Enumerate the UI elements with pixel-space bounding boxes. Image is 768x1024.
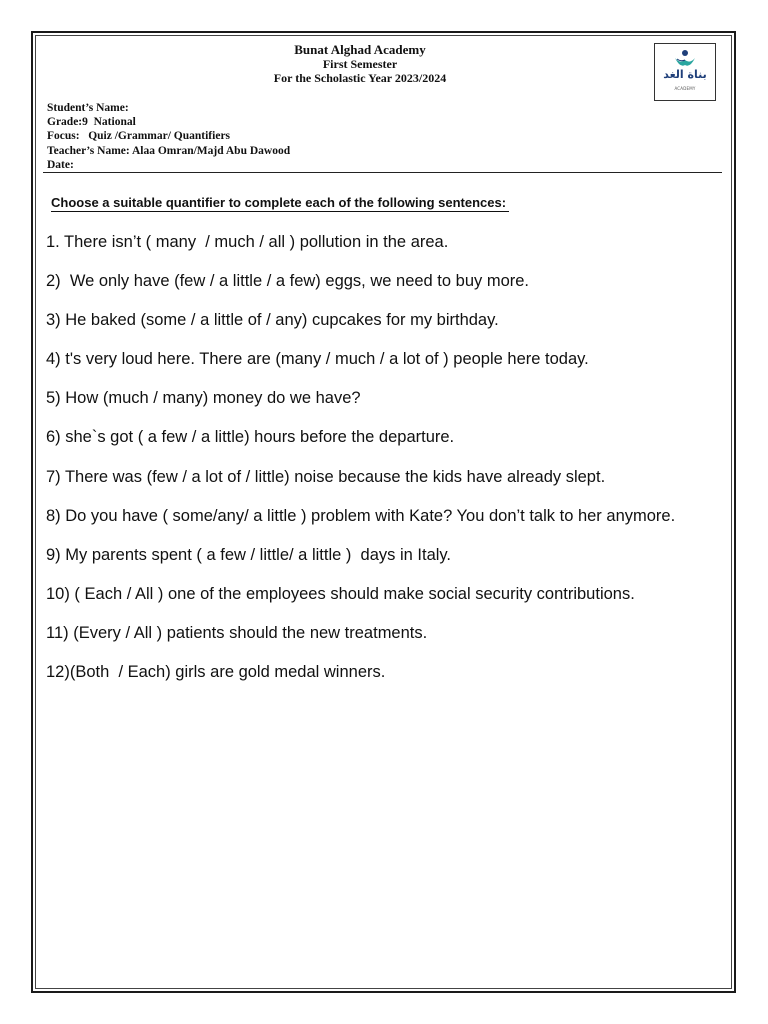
academy-logo <box>654 43 716 101</box>
focus-field: Focus: Quiz /Grammar/ Quantifiers <box>47 130 231 143</box>
instruction-heading: Choose a suitable quantifier to complete each of the following sentences: <box>51 195 509 212</box>
question-item: 10) ( Each / All ) one of the employees should make social security contributions. <box>46 584 635 603</box>
grade-field: Grade:9 National <box>47 116 136 129</box>
logo-arabic-text: بناة الغد <box>663 68 707 81</box>
student-info-block <box>47 101 290 172</box>
question-item: 3) He baked (some / a little of / any) cupcakes for my birthday. <box>46 311 499 330</box>
semester-label: First Semester <box>322 57 398 71</box>
question-item: 2) We only have (few / a little / a few) eggs, we need to buy more. <box>46 272 530 291</box>
question-item: 1. There isn’t ( many / much / all ) pollution in the area. <box>46 233 449 251</box>
question-item: 5) How (much / many) money do we have? <box>46 389 361 408</box>
date-field: Date: <box>47 158 74 171</box>
question-item: 6) she`s got ( a few / a little) hours before the departure. <box>46 428 455 447</box>
question-item: 8) Do you have ( some/any/ a little ) problem with Kate? You don’t talk to her anymore. <box>46 506 676 525</box>
question-item: 12)(Both / Each) girls are gold medal winners. <box>46 663 386 682</box>
question-item: 4) t's very loud here. There are (many / much / a lot of ) people here today. <box>46 350 589 369</box>
teacher-name-field: Teacher’s Name: Alaa Omran/Majd Abu Dawood <box>47 144 291 157</box>
scholastic-year: For the Scholastic Year 2023/2024 <box>273 71 447 85</box>
student-name-field: Student’s Name: <box>47 102 129 114</box>
document-header <box>160 42 560 85</box>
logo-sub-text: ACADEMY <box>674 86 696 91</box>
question-item: 11) (Every / All ) patients should the new treatments. <box>46 623 428 642</box>
school-name: Bunat Alghad Academy <box>294 42 426 57</box>
question-list <box>46 229 726 698</box>
header-divider <box>43 172 722 173</box>
question-item: 9) My parents spent ( a few / little/ a little ) days in Italy. <box>46 545 452 564</box>
question-item: 7) There was (few / a lot of / little) noise because the kids have already slept. <box>46 467 606 486</box>
